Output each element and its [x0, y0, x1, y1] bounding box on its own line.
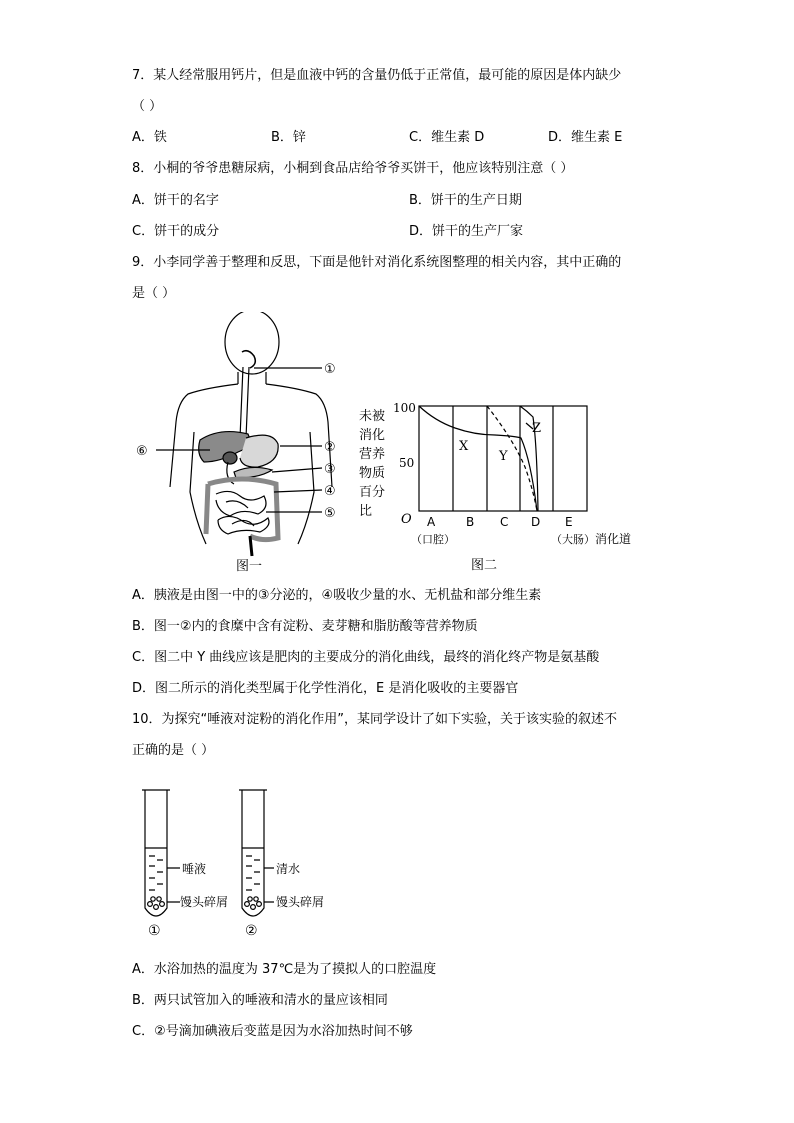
- fig1-label-5: ⑤: [324, 506, 336, 521]
- fig2-ylabel-2: 消化: [359, 428, 386, 443]
- q9-stem-line1: 9．小李同学善于整理和反思，下面是他针对消化系统图整理的相关内容，其中正确的: [132, 255, 622, 270]
- fig2-ylabel-6: 比: [359, 504, 373, 519]
- fig2-xtick-c: C: [500, 515, 509, 529]
- fig2-ytick-100: 100: [393, 401, 416, 415]
- q9-option-b: B．图一②内的食糜中含有淀粉、麦芽糖和脂肪酸等营养物质: [132, 619, 478, 634]
- q8-option-a: A．饼干的名字: [132, 193, 219, 208]
- fig2-x-sub-e: （大肠）: [551, 533, 595, 546]
- fig2-xtick-a: A: [427, 515, 436, 529]
- fig2-xtick-b: B: [466, 515, 475, 529]
- curve-y-label: Y: [499, 449, 508, 464]
- fig2-origin: O: [401, 512, 412, 527]
- q9-option-d: D．图二所示的消化类型属于化学性消化，E 是消化吸收的主要器官: [132, 681, 519, 696]
- q7-stem: 7．某人经常服用钙片，但是血液中钙的含量仍低于正常值，最可能的原因是体内缺少: [132, 68, 622, 83]
- fig2-xtick-d: D: [531, 515, 541, 529]
- fig1-label-3: ③: [324, 462, 336, 477]
- q7-option-d: D．维生素 E: [548, 130, 623, 145]
- q10-stem-line1: 10．为探究“唾液对淀粉的消化作用”，某同学设计了如下实验，关于该实验的叙述不: [132, 712, 618, 727]
- q10-option-c: C．②号滴加碘液后变蓝是因为水浴加热时间不够: [132, 1024, 413, 1039]
- q10-option-b: B．两只试管加入的唾液和清水的量应该相同: [132, 993, 388, 1008]
- tube2-solid-label: 馒头碎屑: [276, 895, 325, 909]
- q8-option-b: B．饼干的生产日期: [409, 193, 522, 208]
- q7-option-c: C．维生素 D: [409, 130, 485, 145]
- tube1-number: ①: [148, 923, 161, 939]
- q8-option-c: C．饼干的成分: [132, 224, 220, 239]
- fig2-ylabel-5: 百分: [359, 485, 386, 500]
- fig1-label-4: ④: [324, 484, 336, 499]
- figure-digestive-system: [130, 312, 360, 574]
- fig2-ytick-50: 50: [399, 456, 415, 470]
- fig2-x-sub-a: （口腔）: [411, 533, 455, 546]
- tube2-liquid-label: 清水: [276, 862, 301, 876]
- q8-option-d: D．饼干的生产厂家: [409, 224, 524, 239]
- q9-option-c: C．图二中 Y 曲线应该是肥肉的主要成分的消化曲线，最终的消化终产物是氨基酸: [132, 650, 600, 665]
- fig2-xlabel: 消化道: [595, 532, 632, 546]
- curve-x: [419, 406, 537, 511]
- fig2-caption: 图二: [471, 558, 498, 573]
- figure-digestion-curves: [355, 395, 645, 575]
- q7-option-a: A．铁: [132, 130, 167, 145]
- q10-option-a: A．水浴加热的温度为 37℃是为了摸拟人的口腔温度: [132, 962, 437, 977]
- tube2-number: ②: [245, 923, 258, 939]
- figure-test-tubes: [136, 782, 336, 942]
- test-tube-2: [239, 790, 267, 916]
- fig1-label-6: ⑥: [136, 444, 148, 459]
- fig1-caption: 图一: [236, 559, 263, 574]
- fig2-xtick-e: E: [565, 515, 573, 529]
- curve-x-label: X: [459, 439, 469, 454]
- q7-paren: （ ）: [132, 99, 163, 114]
- tube1-liquid-label: 唾液: [182, 862, 207, 876]
- q8-stem: 8．小桐的爷爷患糖尿病，小桐到食品店给爷爷买饼干，他应该特别注意（ ）: [132, 161, 574, 176]
- fig2-ylabel-1: 未被: [359, 409, 386, 424]
- fig1-label-1: ①: [324, 362, 336, 377]
- test-tube-1: [142, 790, 170, 916]
- curve-z-label: Z: [532, 421, 542, 436]
- fig2-ylabel-4: 物质: [359, 466, 386, 481]
- curve-y: [487, 406, 537, 511]
- tube1-solid-label: 馒头碎屑: [180, 895, 229, 909]
- q10-stem-line2: 正确的是（ ）: [132, 743, 215, 758]
- q7-option-b: B．锌: [271, 130, 306, 145]
- fig1-label-2: ②: [324, 440, 336, 455]
- q9-option-a: A．胰液是由图一中的③分泌的，④吸收少量的水、无机盐和部分维生素: [132, 588, 542, 603]
- q9-stem-line2: 是（ ）: [132, 286, 176, 301]
- fig2-ylabel-3: 营养: [359, 447, 386, 462]
